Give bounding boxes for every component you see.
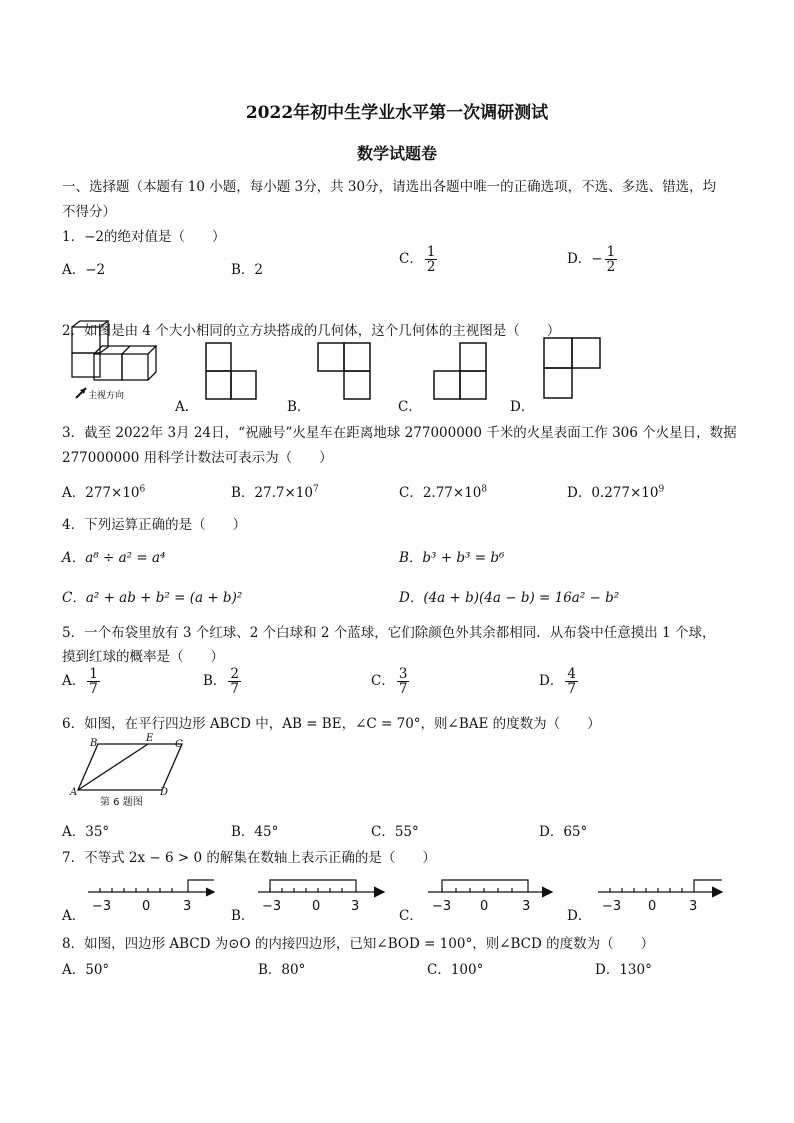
q3-d-base: D．0.277×10 (567, 485, 659, 501)
q8-option-c: C．100° (427, 962, 484, 978)
q1-option-d-fraction (605, 245, 618, 274)
q1-option-d (567, 245, 619, 274)
q5-line2: 摸到红球的概率是（ ） (62, 649, 224, 665)
q1-c-numerator: 1 (426, 244, 436, 260)
section-instruction-line1: 一、选择题（本题有 10 小题，每小题 3分，共 30分，请选出各题中唯一的正确选项，不选、多选、错选，均 (62, 179, 717, 195)
page-subtitle: 数学试题卷 (356, 144, 437, 163)
q1-option-c (399, 245, 439, 274)
q4-stem: 4．下列运算正确的是（ ） (62, 517, 247, 533)
q5-line1: 5．一个布袋里放有 3 个红球、2 个白球和 2 个蓝球，它们除颜色外其余都相同．从布袋中任意摸出 1 个球， (62, 625, 716, 641)
q3-a-base: A．277×10 (62, 485, 140, 501)
q2-solid-figure (66, 318, 166, 404)
q6-option-c: C．55° (371, 824, 419, 840)
q7-option-c-numberline (428, 872, 558, 916)
q5-d-denominator: 7 (567, 681, 576, 698)
q3-option-b (231, 481, 319, 501)
q4-option-b: B．b³ + b³ = b⁶ (399, 550, 505, 566)
q3-c-base: C．2.77×10 (399, 485, 482, 501)
q4-option-d: D．(4a + b)(4a − b) = 16a² − b² (399, 590, 620, 606)
q1-option-c-label: C． (399, 251, 423, 268)
q3-b-exponent: 7 (312, 484, 319, 495)
section-instruction-line2: 不得分） (62, 204, 116, 220)
q7-b-tick-neg: −3 (262, 899, 282, 914)
q7-option-a: A． (62, 908, 86, 924)
q3-option-a (62, 481, 145, 501)
q3-option-d (567, 481, 664, 501)
q3-line1: 3．截至 2022年 3月 24日，“祝融号”火星车在距离地球 277000000 千米的火星表面工作 306 个火星日，数据 (62, 425, 737, 441)
q7-option-b-numberline (258, 872, 388, 916)
q7-stem: 7．不等式 2x − 6 > 0 的解集在数轴上表示正确的是（ ） (62, 850, 436, 866)
q6-label-c: C (175, 739, 183, 750)
q7-option-b: B． (231, 908, 255, 924)
q7-a-tick-pos: 3 (183, 899, 192, 914)
q7-d-tick-zero: 0 (648, 899, 657, 914)
q5-option-d (539, 667, 580, 696)
q5-a-numerator: 1 (89, 666, 98, 682)
q1-d-denominator: 2 (606, 259, 616, 276)
q7-option-c: C． (399, 908, 423, 924)
q8-option-a: A．50° (62, 962, 110, 978)
q5-a-fraction (87, 667, 100, 696)
q7-option-d: D． (567, 908, 592, 924)
q5-c-denominator: 7 (398, 681, 408, 698)
page-title: 2022年初中生学业水平第一次调研测试 (245, 103, 549, 123)
q5-c-label: C． (371, 673, 395, 690)
q5-a-label: A． (62, 673, 86, 690)
q2-option-a: A． (175, 399, 199, 415)
q5-d-fraction (565, 667, 578, 696)
q8-stem: 8．如图，四边形 ABCD 为⊙O 的内接四边形，已知∠BOD = 100°，则∠BCD 的度数为（ ） (62, 936, 655, 952)
q1-option-b: B．2 (231, 262, 264, 278)
q7-c-tick-neg: −3 (432, 899, 452, 914)
q7-b-tick-pos: 3 (351, 899, 360, 914)
q7-d-tick-pos: 3 (689, 899, 698, 914)
q7-a-tick-zero: 0 (142, 899, 151, 914)
q5-c-fraction (397, 667, 410, 696)
q2-option-a-figure (205, 342, 259, 402)
q7-c-tick-pos: 3 (522, 899, 531, 914)
q2-option-d-figure (542, 336, 604, 400)
q6-label-e: E (146, 733, 154, 744)
q8-option-b: B．80° (258, 962, 306, 978)
q4-option-a: A．a⁸ ÷ a² = a⁴ (62, 550, 166, 566)
q4-option-c: C．a² + ab + b² = (a + b)² (62, 590, 243, 606)
q2-option-d: D． (510, 399, 535, 415)
q1-d-numerator: 1 (606, 244, 616, 260)
q5-b-denominator: 7 (230, 681, 240, 698)
q6-label-a: A (70, 787, 78, 798)
q7-option-a-numberline (88, 872, 218, 916)
q7-a-tick-neg: −3 (92, 899, 112, 914)
q1-stem: 1．−2的绝对值是（ ） (62, 229, 226, 245)
q3-line2: 277000000 用科学计数法可表示为（ ） (62, 450, 333, 466)
q1-c-denominator: 2 (426, 259, 436, 276)
q3-b-base: B．27.7×10 (231, 485, 313, 501)
q5-option-a (62, 667, 102, 696)
q2-option-b-figure (317, 342, 373, 402)
q2-option-c: C． (398, 399, 422, 415)
q6-option-a: A．35° (62, 824, 110, 840)
q3-option-c (399, 481, 487, 501)
q7-option-d-numberline (598, 872, 726, 916)
q5-d-numerator: 4 (567, 666, 576, 682)
q2-option-c-figure (432, 342, 490, 402)
q2-caption: 主视方向 (88, 391, 125, 401)
q2-stem: 2．如图是由 4 个大小相同的立方块搭成的几何体，这个几何体的主视图是（ ） (62, 323, 561, 339)
q7-c-tick-zero: 0 (480, 899, 489, 914)
q1-option-a: A．−2 (62, 262, 106, 278)
q5-b-numerator: 2 (230, 666, 240, 682)
q5-d-label: D． (539, 673, 564, 690)
q8-option-d: D．130° (595, 962, 652, 978)
q5-b-fraction (228, 667, 241, 696)
q1-option-c-fraction (425, 245, 438, 274)
q5-a-denominator: 7 (89, 681, 98, 698)
q5-option-c (371, 667, 411, 696)
q6-caption: 第 6 题图 (100, 797, 143, 808)
q6-stem: 6．如图，在平行四边形 ABCD 中，AB = BE，∠C = 70°，则∠BAE 的度数为（ ） (62, 716, 601, 732)
q3-a-exponent: 6 (139, 484, 146, 495)
q6-option-d: D．65° (539, 824, 588, 840)
q2-option-b: B． (287, 399, 311, 415)
q5-c-numerator: 3 (398, 666, 408, 682)
q3-d-exponent: 9 (658, 484, 665, 495)
q6-parallelogram-figure (70, 732, 190, 812)
q5-b-label: B． (203, 673, 227, 690)
q3-c-exponent: 8 (481, 484, 488, 495)
q7-b-tick-zero: 0 (312, 899, 321, 914)
q6-label-d: D (160, 787, 169, 798)
q6-label-b: B (90, 738, 98, 749)
q6-option-b: B．45° (231, 824, 279, 840)
q7-d-tick-neg: −3 (602, 899, 622, 914)
q1-option-d-label: D．− (567, 251, 603, 268)
q5-option-b (203, 667, 243, 696)
